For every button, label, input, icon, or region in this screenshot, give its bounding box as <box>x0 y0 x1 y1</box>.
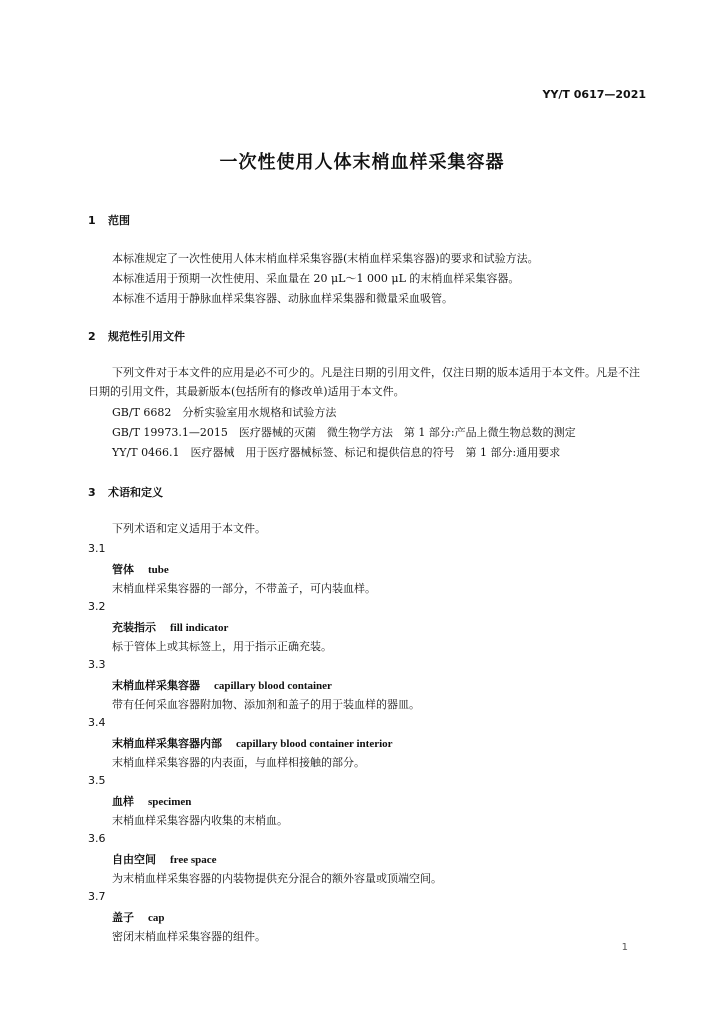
term-definition: 末梢血样采集容器内收集的末梢血。 <box>112 814 288 827</box>
term-en: capillary blood container <box>214 680 332 692</box>
term-en: capillary blood container interior <box>236 738 393 750</box>
term-number: 3.2 <box>88 600 106 613</box>
terms-intro: 下列术语和定义适用于本文件。 <box>112 522 266 535</box>
document-title: 一次性使用人体末梢血样采集容器 <box>219 152 505 173</box>
term-number: 3.7 <box>88 890 106 903</box>
term-zh: 自由空间 <box>112 853 156 866</box>
scope-line: 本标准适用于预期一次性使用、采血量在 20 μL～1 000 μL 的末梢血样采集容器。 <box>112 272 520 285</box>
section-title: 范围 <box>108 214 130 227</box>
term-entry <box>112 735 393 751</box>
reference-item: YY/T 0466.1 医疗器械 用于医疗器械标签、标记和提供信息的符号 第 1 部分:通用要求 <box>112 446 561 459</box>
references-intro: 下列文件对于本文件的应用是必不可少的。凡是注日期的引用文件，仅注日期的版本适用于本文件。凡是不注日期的引用文件，其最新版本(包括所有的修改单)适用于本文件。 <box>88 366 640 398</box>
section-title: 规范性引用文件 <box>108 330 185 343</box>
reference-item: GB/T 6682 分析实验室用水规格和试验方法 <box>112 406 337 419</box>
term-entry <box>112 909 165 925</box>
section-number: 2 <box>88 330 96 343</box>
term-entry <box>112 619 228 635</box>
term-en: tube <box>148 564 169 576</box>
term-definition: 带有任何采血容器附加物、添加剂和盖子的用于装血样的器皿。 <box>112 698 420 711</box>
section-number: 3 <box>88 486 96 499</box>
term-zh: 末梢血样采集容器内部 <box>112 737 222 750</box>
term-zh: 末梢血样采集容器 <box>112 679 200 692</box>
term-entry <box>112 677 332 693</box>
term-en: cap <box>148 912 165 924</box>
term-number: 3.4 <box>88 716 106 729</box>
term-zh: 盖子 <box>112 911 134 924</box>
term-definition: 密闭末梢血样采集容器的组件。 <box>112 930 266 943</box>
term-entry <box>112 793 191 809</box>
scope-line: 本标准不适用于静脉血样采集容器、动脉血样采集器和微量采血吸管。 <box>112 292 453 305</box>
term-zh: 管体 <box>112 563 134 576</box>
term-entry <box>112 561 169 577</box>
standard-code: YY/T 0617—2021 <box>542 88 646 101</box>
term-en: fill indicator <box>170 622 229 634</box>
term-definition: 末梢血样采集容器的内表面，与血样相接触的部分。 <box>112 756 365 769</box>
reference-item: GB/T 19973.1—2015 医疗器械的灭菌 微生物学方法 第 1 部分:产品上微生物总数的测定 <box>112 426 576 439</box>
term-number: 3.6 <box>88 832 106 845</box>
section-3-heading <box>88 484 163 500</box>
section-1-heading <box>88 212 130 228</box>
term-number: 3.1 <box>88 542 106 555</box>
section-title: 术语和定义 <box>108 486 163 499</box>
term-number: 3.3 <box>88 658 106 671</box>
section-2-heading <box>88 328 185 344</box>
term-number: 3.5 <box>88 774 106 787</box>
term-zh: 充装指示 <box>112 621 156 634</box>
term-en: specimen <box>148 796 192 808</box>
term-definition: 末梢血样采集容器的一部分，不带盖子，可内装血样。 <box>112 582 376 595</box>
scope-line: 本标准规定了一次性使用人体末梢血样采集容器(末梢血样采集容器)的要求和试验方法。 <box>112 252 539 265</box>
term-zh: 血样 <box>112 795 134 808</box>
term-definition: 为末梢血样采集容器的内装物提供充分混合的额外容量或顶端空间。 <box>112 872 442 885</box>
term-en: free space <box>170 854 217 866</box>
term-entry <box>112 851 217 867</box>
page-number: 1 <box>621 942 628 953</box>
section-number: 1 <box>88 214 96 227</box>
term-definition: 标于管体上或其标签上，用于指示正确充装。 <box>112 640 332 653</box>
